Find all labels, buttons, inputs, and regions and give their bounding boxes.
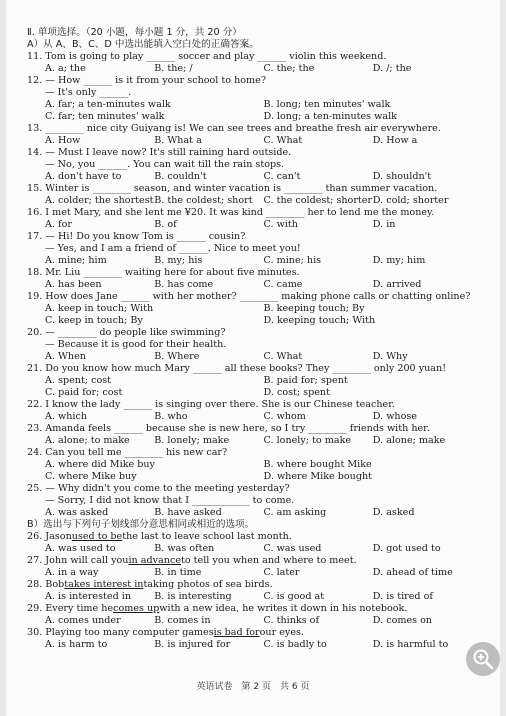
- answer-option: B. the coldest; short: [154, 195, 253, 206]
- answer-option: A. colder; the shortest: [45, 195, 154, 206]
- answer-option: D. whose: [372, 411, 417, 422]
- answer-option: B. has come: [154, 279, 214, 290]
- question-item: [27, 483, 482, 519]
- question-text: 12. — How ______ is it from your school to home?: [27, 75, 266, 86]
- answer-option: A. comes under: [45, 615, 121, 626]
- question-item: [27, 423, 482, 447]
- zoom-in-icon: [472, 648, 494, 670]
- answer-option: B. is interesting: [154, 591, 232, 602]
- question-item: [27, 291, 482, 327]
- option-row: [27, 111, 482, 123]
- question-text-after: with a new idea, he writes it down in his notebook.: [159, 603, 408, 614]
- answer-option: D. arrived: [372, 279, 422, 290]
- option-row: [27, 63, 482, 75]
- option-row: [27, 615, 482, 627]
- answer-option: B. keeping touch; By: [263, 303, 365, 314]
- question-item: [27, 327, 482, 363]
- answer-option: A. don't have to: [45, 171, 122, 182]
- answer-option: B. long; ten minutes' walk: [263, 99, 391, 110]
- option-row: [27, 639, 482, 651]
- answer-option: B. was often: [154, 543, 215, 554]
- underlined-phrase: in advance: [128, 555, 181, 566]
- answer-option: A. How: [45, 135, 81, 146]
- answer-option: C. mine; his: [263, 255, 322, 266]
- underlined-phrase: takes interest in: [64, 579, 144, 590]
- question-text: 13. ________ nice city Guiyang is! We can see trees and breathe fresh air everywhere.: [27, 123, 441, 134]
- part-b-title: B）选出与下列句子划线部分意思相同或相近的选项。: [27, 519, 255, 530]
- answer-option: B. have asked: [154, 507, 222, 518]
- answer-option: D. asked: [372, 507, 415, 518]
- question-text-after: taking photos of sea birds.: [143, 579, 273, 590]
- answer-option: C. with: [263, 219, 298, 230]
- part-b-questions: [27, 531, 482, 651]
- question-text-before: 28. Bob: [27, 579, 65, 590]
- option-row: [27, 303, 482, 315]
- option-row: [27, 435, 482, 447]
- option-row: [27, 255, 482, 267]
- question-item: [27, 447, 482, 483]
- answer-option: D. alone; make: [372, 435, 446, 446]
- option-row: [27, 387, 482, 399]
- option-row: [27, 219, 482, 231]
- section-title: Ⅱ. 单项选择。（20 小题，每小题 1 分，共 20 分）: [27, 27, 242, 38]
- answer-option: B. lonely; make: [154, 435, 230, 446]
- answer-option: A. in a way: [45, 567, 99, 578]
- answer-option: D. cold; shorter: [372, 195, 449, 206]
- answer-option: B. who: [154, 411, 188, 422]
- underlined-phrase: is bad for: [213, 627, 260, 638]
- answer-option: C. far; ten minutes' walk: [45, 111, 165, 122]
- answer-option: A. alone; to make: [45, 435, 130, 446]
- question-item: [27, 267, 482, 291]
- answer-option: A. spent; cost: [45, 375, 112, 386]
- option-row: [27, 279, 482, 291]
- question-text: 25. — Why didn't you come to the meeting yesterday?: [27, 483, 290, 494]
- page-edge-right: [500, 0, 506, 716]
- question-text: 11. Tom is going to play ______ soccer and play ______ violin this weekend.: [27, 51, 387, 62]
- question-text: 23. Amanda feels ______ because she is new here, so I try ________ friends with her.: [27, 423, 430, 434]
- question-text-line: — Because it is good for their health.: [45, 339, 227, 350]
- answer-option: B. in time: [154, 567, 202, 578]
- answer-option: A. is harm to: [45, 639, 108, 650]
- question-text: [27, 531, 482, 543]
- question-text: [27, 579, 482, 591]
- answer-option: C. the coldest; shorter: [263, 195, 373, 206]
- answer-option: C. lonely; to make: [263, 435, 352, 446]
- answer-option: D. keeping touch; With: [263, 315, 376, 326]
- question-item: [27, 183, 482, 207]
- answer-option: D. shouldn't: [372, 171, 432, 182]
- answer-option: A. was used to: [45, 543, 116, 554]
- question-text-after: to tell you when and where to meet.: [181, 555, 357, 566]
- question-text: 16. I met Mary, and she lent me ¥20. It was kind ________ her to lend me the money.: [27, 207, 435, 218]
- answer-option: C. came: [263, 279, 303, 290]
- underlined-phrase: used to be: [71, 531, 123, 542]
- question-item: [27, 399, 482, 423]
- question-text-before: 29. Every time he: [27, 603, 114, 614]
- question-text: 24. Can you tell me ________ his new car?: [27, 447, 228, 458]
- question-text: 15. Winter is ________ season, and winter vacation is ________ than summer vacation.: [27, 183, 438, 194]
- answer-option: C. am asking: [263, 507, 327, 518]
- question-text-before: 26. Jason: [27, 531, 72, 542]
- question-item: [27, 231, 482, 267]
- question-text: 14. — Must I leave now? It's still raining hard outside.: [27, 147, 292, 158]
- answer-option: A. mine; him: [45, 255, 107, 266]
- question-item: [27, 627, 482, 651]
- question-text: [27, 603, 482, 615]
- answer-option: C. thinks of: [263, 615, 319, 626]
- option-row: [27, 171, 482, 183]
- part-a-questions: [27, 51, 482, 519]
- question-text-after: the last to leave school last month.: [122, 531, 292, 542]
- question-item: [27, 75, 482, 123]
- answer-option: C. keep in touch; By: [45, 315, 143, 326]
- answer-option: D. comes on: [372, 615, 433, 626]
- question-text: 20. — ________ do people like swimming?: [27, 327, 226, 338]
- answer-option: B. of: [154, 219, 177, 230]
- answer-option: C. is badly to: [263, 639, 327, 650]
- question-item: [27, 579, 482, 603]
- question-text-line: — Sorry, I did not know that I ____________ to come.: [45, 495, 295, 506]
- question-text: 21. Do you know how much Mary ______ all these books? They ________ only 200 yuan!: [27, 363, 447, 374]
- answer-option: A. was asked: [45, 507, 109, 518]
- question-item: [27, 531, 482, 555]
- option-row: [27, 195, 482, 207]
- question-text: 18. Mr. Liu ________ waiting here for about five minutes.: [27, 267, 300, 278]
- answer-option: D. is harmful to: [372, 639, 449, 650]
- answer-option: A. keep in touch; With: [45, 303, 154, 314]
- question-item: [27, 207, 482, 231]
- answer-option: D. Why: [372, 351, 408, 362]
- question-item: [27, 123, 482, 147]
- answer-option: D. /; the: [372, 63, 412, 74]
- answer-option: C. the; the: [263, 63, 315, 74]
- question-text-before: 27. John will call you: [27, 555, 129, 566]
- question-text-after: our eyes.: [259, 627, 304, 638]
- answer-option: A. a; the: [45, 63, 86, 74]
- answer-option: B. is injured for: [154, 639, 231, 650]
- question-text: 17. — Hi! Do you know Tom is ______ cousin?: [27, 231, 246, 242]
- option-row: [27, 99, 482, 111]
- answer-option: B. What a: [154, 135, 202, 146]
- option-row: [27, 591, 482, 603]
- answer-option: B. couldn't: [154, 171, 207, 182]
- option-row: [27, 567, 482, 579]
- answer-option: B. comes in: [154, 615, 211, 626]
- answer-option: D. is tired of: [372, 591, 433, 602]
- answer-option: D. long; a ten-minutes walk: [263, 111, 397, 122]
- question-text-before: 30. Playing too many computer games: [27, 627, 214, 638]
- question-text: [27, 555, 482, 567]
- question-text: 19. How does Jane ______ with her mother? ________ making phone calls or chatting online?: [27, 291, 471, 302]
- page-footer: 英语试卷 第 2 页 共 6 页: [196, 682, 310, 692]
- answer-option: C. paid for; cost: [45, 387, 123, 398]
- answer-option: B. the; /: [154, 63, 193, 74]
- question-item: [27, 363, 482, 399]
- zoom-in-button[interactable]: [466, 642, 500, 676]
- question-item: [27, 603, 482, 627]
- answer-option: D. got used to: [372, 543, 441, 554]
- option-row: [27, 135, 482, 147]
- answer-option: A. is interested in: [45, 591, 132, 602]
- question-text-line: — It's only ______.: [45, 87, 132, 98]
- answer-option: C. was used: [263, 543, 322, 554]
- option-row: [27, 411, 482, 423]
- exam-content: [27, 27, 482, 651]
- answer-option: C. whom: [263, 411, 306, 422]
- option-row: [27, 459, 482, 471]
- answer-option: C. later: [263, 567, 300, 578]
- option-row: [27, 471, 482, 483]
- question-text-line: — No, you ______. You can wait till the rain stops.: [45, 159, 285, 170]
- answer-option: B. Where: [154, 351, 200, 362]
- question-text: [27, 627, 482, 639]
- answer-option: B. my; his: [154, 255, 203, 266]
- answer-option: C. What: [263, 351, 303, 362]
- answer-option: A. for: [45, 219, 72, 230]
- part-a-title: A）从 A、B、C、D 中选出能填入空白处的正确答案。: [27, 39, 259, 50]
- answer-option: D. ahead of time: [372, 567, 453, 578]
- answer-option: D. where Mike bought: [263, 471, 373, 482]
- option-row: [27, 375, 482, 387]
- answer-option: A. far; a ten-minutes walk: [45, 99, 171, 110]
- answer-option: B. where bought Mike: [263, 459, 372, 470]
- answer-option: A. When: [45, 351, 86, 362]
- answer-option: D. cost; spent: [263, 387, 330, 398]
- question-text: 22. I know the lady ______ is singing over there. She is our Chinese teacher.: [27, 399, 395, 410]
- option-row: [27, 315, 482, 327]
- underlined-phrase: comes up: [113, 603, 160, 614]
- answer-option: D. in: [372, 219, 396, 230]
- page-edge-left: [0, 0, 6, 716]
- answer-option: C. where Mike buy: [45, 471, 137, 482]
- answer-option: C. can't: [263, 171, 301, 182]
- answer-option: D. How a: [372, 135, 418, 146]
- question-item: [27, 555, 482, 579]
- answer-option: A. where did Mike buy: [45, 459, 155, 470]
- option-row: [27, 543, 482, 555]
- answer-option: D. my; him: [372, 255, 426, 266]
- question-item: [27, 51, 482, 75]
- question-text-line: — Yes, and I am a friend of ______. Nice to meet you!: [45, 243, 301, 254]
- answer-option: A. which: [45, 411, 88, 422]
- option-row: [27, 507, 482, 519]
- answer-option: A. has been: [45, 279, 102, 290]
- answer-option: C. What: [263, 135, 303, 146]
- answer-option: B. paid for; spent: [263, 375, 348, 386]
- option-row: [27, 351, 482, 363]
- question-item: [27, 147, 482, 183]
- answer-option: C. is good at: [263, 591, 325, 602]
